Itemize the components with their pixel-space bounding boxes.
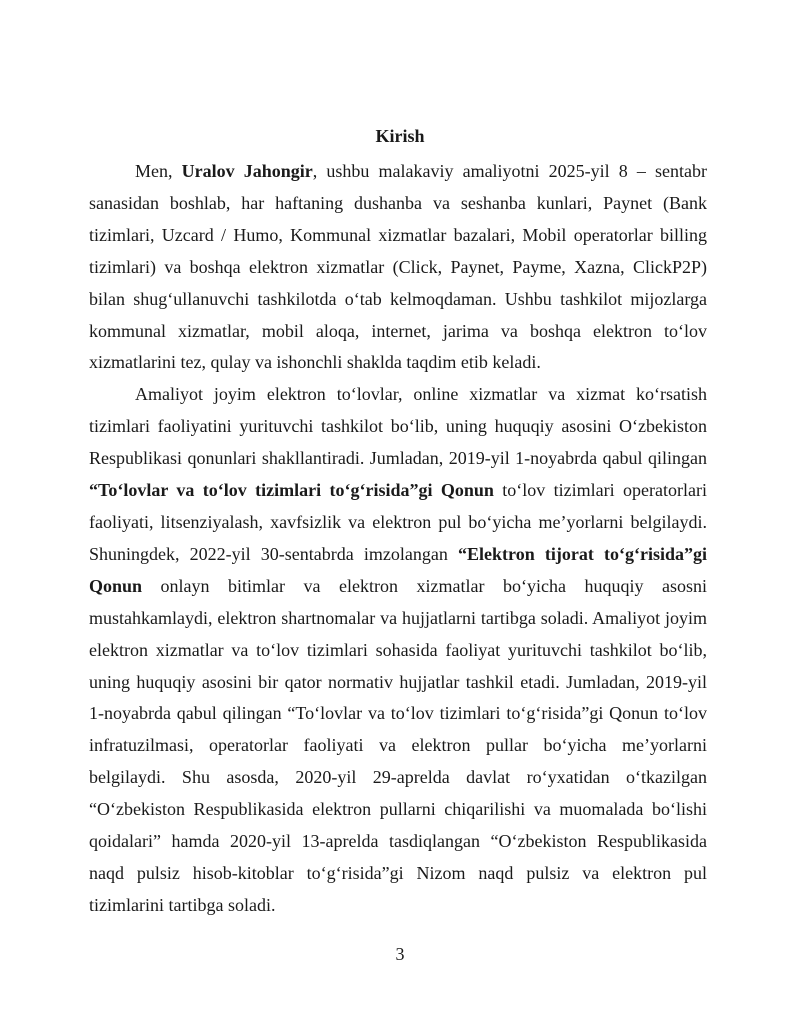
author-name: Uralov Jahongir bbox=[181, 161, 313, 181]
text-run: to‘lov tizimlari operatorlari faoliyati, litsenziyalash, xavfsizlik va elektron pul bo‘yicha me’yorlarni belgilaydi. Shuningdek, 2022-yil 30-sentabrda imzolangan bbox=[89, 480, 707, 564]
text-run: Men, bbox=[135, 161, 182, 181]
text-run: Amaliyot joyim elektron to‘lovlar, online xizmatlar va xizmat ko‘rsatish tizimlari faoliyatini yurituvchi tashkilot bo‘lib, uning huquqiy asosini O‘zbekiston Respublikasi qonunlari shakllantiradi. Jumladan, 2019-yil 1-noyabrda qabul qilingan bbox=[89, 384, 707, 469]
paragraph-legal-basis bbox=[89, 379, 707, 921]
law-title-payments: “To‘lovlar va to‘lov tizimlari to‘g‘risida”gi Qonun bbox=[89, 480, 494, 501]
page-number: 3 bbox=[395, 944, 405, 964]
text-run: onlayn bitimlar va elektron xizmatlar bo‘yicha huquqiy asosni mustahkamlaydi, elektron shartnomalar va hujjatlarni tartibga soladi. Amaliyot joyim elektron xizmatlar va to‘lov tizimlari sohasida faoliyat yurituvchi tashkilot bo‘lib, uning huquqiy asosini bir qator normativ hujjatlar tashkil etadi. Jumladan, 2019-yil 1-noyabrda qabul qilingan “To‘lovlar va to‘lov tizimlari to‘g‘risida”gi Qonun to‘lov infratuzilmasi, operatorlar faoliyati va elektron pullar bo‘yicha me’yorlarni belgilaydi. Shu asosda, 2020-yil 29-aprelda davlat ro‘yxatidan o‘tkazilgan “O‘zbekiston Respublikasida elektron pullarni chiqarilishi va muomalada bo‘lishi qoidalari” hamda 2020-yil 13-aprelda tasdiqlangan “O‘zbekiston Respublikasida naqd pulsiz hisob-kitoblar to‘g‘risida”gi Nizom naqd pulsiz va elektron pul tizimlarini tartibga soladi. bbox=[89, 575, 707, 915]
paragraph-intro bbox=[89, 156, 707, 379]
text-run: , ushbu malakaviy amaliyotni 2025-yil 8 – sentabr sanasidan boshlab, har haftaning dushanba va seshanba kunlari, Paynet (Bank tizimlari, Uzcard / Humo, Kommunal xizmatlar bazalari, Mobil operatorlar billing tizimlari) va boshqa elektron xizmatlar (Click, Paynet, Payme, Xazna, ClickP2P) bilan shug‘ullanuvchi tashkilotda o‘tab kelmoqdaman. Ushbu tashkilot mijozlarga kommunal xizmatlar, mobil aloqa, internet, jarima va boshqa elektron to‘lov xizmatlarini tez, qulay va ishonchli shaklda taqdim etib keladi. bbox=[89, 161, 707, 373]
body-text bbox=[89, 156, 707, 922]
section-title: Kirish bbox=[375, 126, 425, 146]
law-title-ecommerce: “Elektron tijorat to‘g‘risida”gi Qonun bbox=[89, 543, 707, 596]
